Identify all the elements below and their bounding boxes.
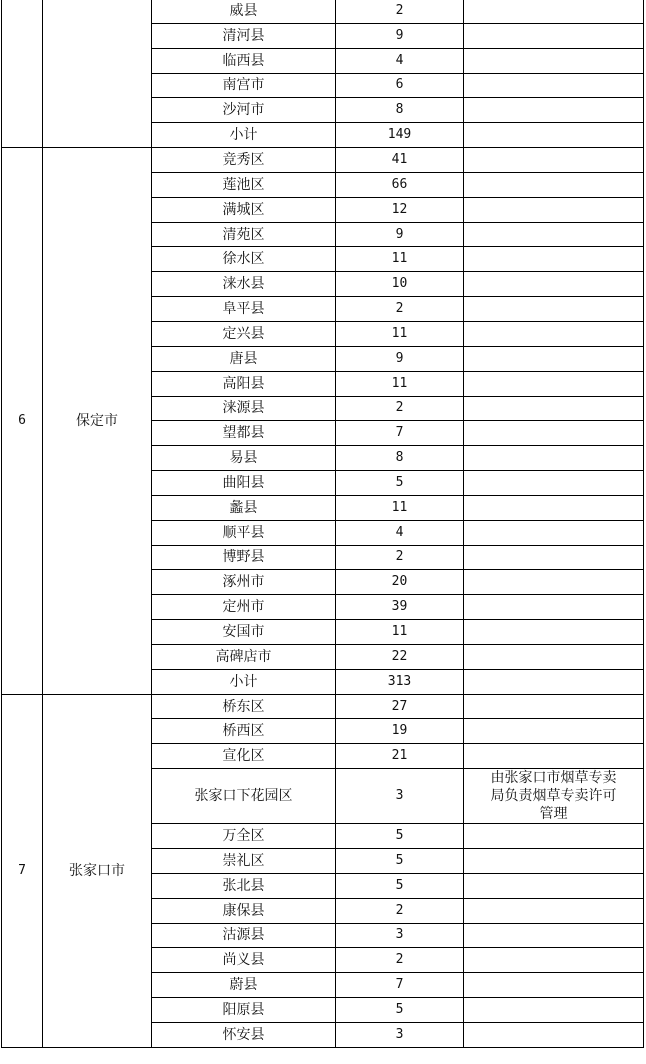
count-cell: 5 xyxy=(336,471,464,496)
count-cell: 21 xyxy=(336,744,464,769)
note-cell xyxy=(464,471,644,496)
count-cell: 3 xyxy=(336,923,464,948)
count-cell: 27 xyxy=(336,694,464,719)
note-cell xyxy=(464,272,644,297)
county-cell: 易县 xyxy=(152,446,336,471)
count-cell: 4 xyxy=(336,520,464,545)
county-cell: 定兴县 xyxy=(152,321,336,346)
county-cell: 曲阳县 xyxy=(152,471,336,496)
county-cell: 莲池区 xyxy=(152,172,336,197)
count-cell: 20 xyxy=(336,570,464,595)
note-cell xyxy=(464,719,644,744)
city-cell xyxy=(43,0,152,148)
count-cell: 5 xyxy=(336,824,464,849)
county-cell: 涞水县 xyxy=(152,272,336,297)
note-cell xyxy=(464,123,644,148)
county-cell: 万全区 xyxy=(152,824,336,849)
county-cell: 安国市 xyxy=(152,620,336,645)
note-cell xyxy=(464,620,644,645)
county-cell: 满城区 xyxy=(152,197,336,222)
note-cell xyxy=(464,321,644,346)
note-cell xyxy=(464,873,644,898)
count-cell: 149 xyxy=(336,123,464,148)
table-row xyxy=(2,148,644,173)
note-cell xyxy=(464,545,644,570)
county-cell: 尚义县 xyxy=(152,948,336,973)
note-cell xyxy=(464,694,644,719)
city-cell: 张家口市 xyxy=(43,694,152,1047)
count-cell: 8 xyxy=(336,446,464,471)
count-cell: 9 xyxy=(336,23,464,48)
count-cell: 5 xyxy=(336,849,464,874)
note-cell xyxy=(464,744,644,769)
county-cell: 阳原县 xyxy=(152,998,336,1023)
count-cell: 2 xyxy=(336,396,464,421)
note-cell xyxy=(464,495,644,520)
count-cell: 6 xyxy=(336,73,464,98)
county-cell: 怀安县 xyxy=(152,1022,336,1047)
table-row xyxy=(2,0,644,23)
county-cell: 涿州市 xyxy=(152,570,336,595)
note-cell xyxy=(464,824,644,849)
count-cell: 2 xyxy=(336,898,464,923)
note-cell xyxy=(464,923,644,948)
count-cell: 2 xyxy=(336,297,464,322)
county-cell: 桥西区 xyxy=(152,719,336,744)
note-cell xyxy=(464,669,644,694)
county-cell: 张北县 xyxy=(152,873,336,898)
note-cell xyxy=(464,973,644,998)
count-cell: 2 xyxy=(336,0,464,23)
note-cell xyxy=(464,948,644,973)
county-cell: 高阳县 xyxy=(152,371,336,396)
county-cell: 康保县 xyxy=(152,898,336,923)
count-cell: 39 xyxy=(336,595,464,620)
note-cell xyxy=(464,644,644,669)
note-cell xyxy=(464,148,644,173)
note-line: 管理 xyxy=(539,806,568,823)
county-cell: 高碑店市 xyxy=(152,644,336,669)
county-cell: 清河县 xyxy=(152,23,336,48)
county-cell: 定州市 xyxy=(152,595,336,620)
count-cell: 11 xyxy=(336,371,464,396)
city-cell: 保定市 xyxy=(43,148,152,695)
count-cell: 8 xyxy=(336,98,464,123)
count-cell: 12 xyxy=(336,197,464,222)
county-cell: 顺平县 xyxy=(152,520,336,545)
count-cell: 11 xyxy=(336,247,464,272)
note-cell xyxy=(464,23,644,48)
count-cell: 2 xyxy=(336,948,464,973)
county-cell: 崇礼区 xyxy=(152,849,336,874)
note-cell xyxy=(464,371,644,396)
note-cell xyxy=(464,197,644,222)
count-cell: 7 xyxy=(336,973,464,998)
count-cell: 7 xyxy=(336,421,464,446)
county-cell: 宣化区 xyxy=(152,744,336,769)
note-cell xyxy=(464,48,644,73)
count-cell: 41 xyxy=(336,148,464,173)
index-cell: 6 xyxy=(2,148,43,695)
note-cell xyxy=(464,297,644,322)
county-cell: 望都县 xyxy=(152,421,336,446)
note-cell xyxy=(464,1022,644,1047)
note-cell xyxy=(464,570,644,595)
index-cell: 7 xyxy=(2,694,43,1047)
note-cell xyxy=(464,172,644,197)
count-cell: 3 xyxy=(336,1022,464,1047)
count-cell: 2 xyxy=(336,545,464,570)
table-row xyxy=(2,694,644,719)
note-cell xyxy=(464,0,644,23)
note-cell xyxy=(464,898,644,923)
note-cell xyxy=(464,769,644,824)
county-cell: 临西县 xyxy=(152,48,336,73)
county-cell: 徐水区 xyxy=(152,247,336,272)
note-line: 局负责烟草专卖许可 xyxy=(490,788,617,805)
county-cell: 竞秀区 xyxy=(152,148,336,173)
county-cell: 涞源县 xyxy=(152,396,336,421)
count-cell: 313 xyxy=(336,669,464,694)
count-cell: 11 xyxy=(336,620,464,645)
county-cell: 蠡县 xyxy=(152,495,336,520)
count-cell: 5 xyxy=(336,873,464,898)
county-cell: 唐县 xyxy=(152,346,336,371)
count-cell: 4 xyxy=(336,48,464,73)
count-cell: 11 xyxy=(336,321,464,346)
county-cell: 小计 xyxy=(152,123,336,148)
county-cell: 蔚县 xyxy=(152,973,336,998)
county-cell: 桥东区 xyxy=(152,694,336,719)
county-cell: 张家口下花园区 xyxy=(152,769,336,824)
count-cell: 22 xyxy=(336,644,464,669)
note-cell xyxy=(464,849,644,874)
index-cell xyxy=(2,0,43,148)
county-cell: 沙河市 xyxy=(152,98,336,123)
county-cell: 威县 xyxy=(152,0,336,23)
county-cell: 阜平县 xyxy=(152,297,336,322)
note-cell xyxy=(464,446,644,471)
county-cell: 小计 xyxy=(152,669,336,694)
count-cell: 66 xyxy=(336,172,464,197)
county-cell: 博野县 xyxy=(152,545,336,570)
note-cell xyxy=(464,346,644,371)
note-cell xyxy=(464,595,644,620)
count-cell: 10 xyxy=(336,272,464,297)
county-cell: 清苑区 xyxy=(152,222,336,247)
county-cell: 南宫市 xyxy=(152,73,336,98)
note-cell xyxy=(464,98,644,123)
note-cell xyxy=(464,520,644,545)
note-cell xyxy=(464,998,644,1023)
county-cell: 沽源县 xyxy=(152,923,336,948)
count-cell: 9 xyxy=(336,346,464,371)
count-cell: 5 xyxy=(336,998,464,1023)
note-cell xyxy=(464,247,644,272)
count-cell: 9 xyxy=(336,222,464,247)
count-cell: 19 xyxy=(336,719,464,744)
note-cell xyxy=(464,73,644,98)
note-line: 由张家口市烟草专卖 xyxy=(490,770,617,787)
count-cell: 3 xyxy=(336,769,464,824)
note-cell xyxy=(464,396,644,421)
county-table xyxy=(1,0,644,1048)
note-cell xyxy=(464,421,644,446)
note-cell xyxy=(464,222,644,247)
count-cell: 11 xyxy=(336,495,464,520)
